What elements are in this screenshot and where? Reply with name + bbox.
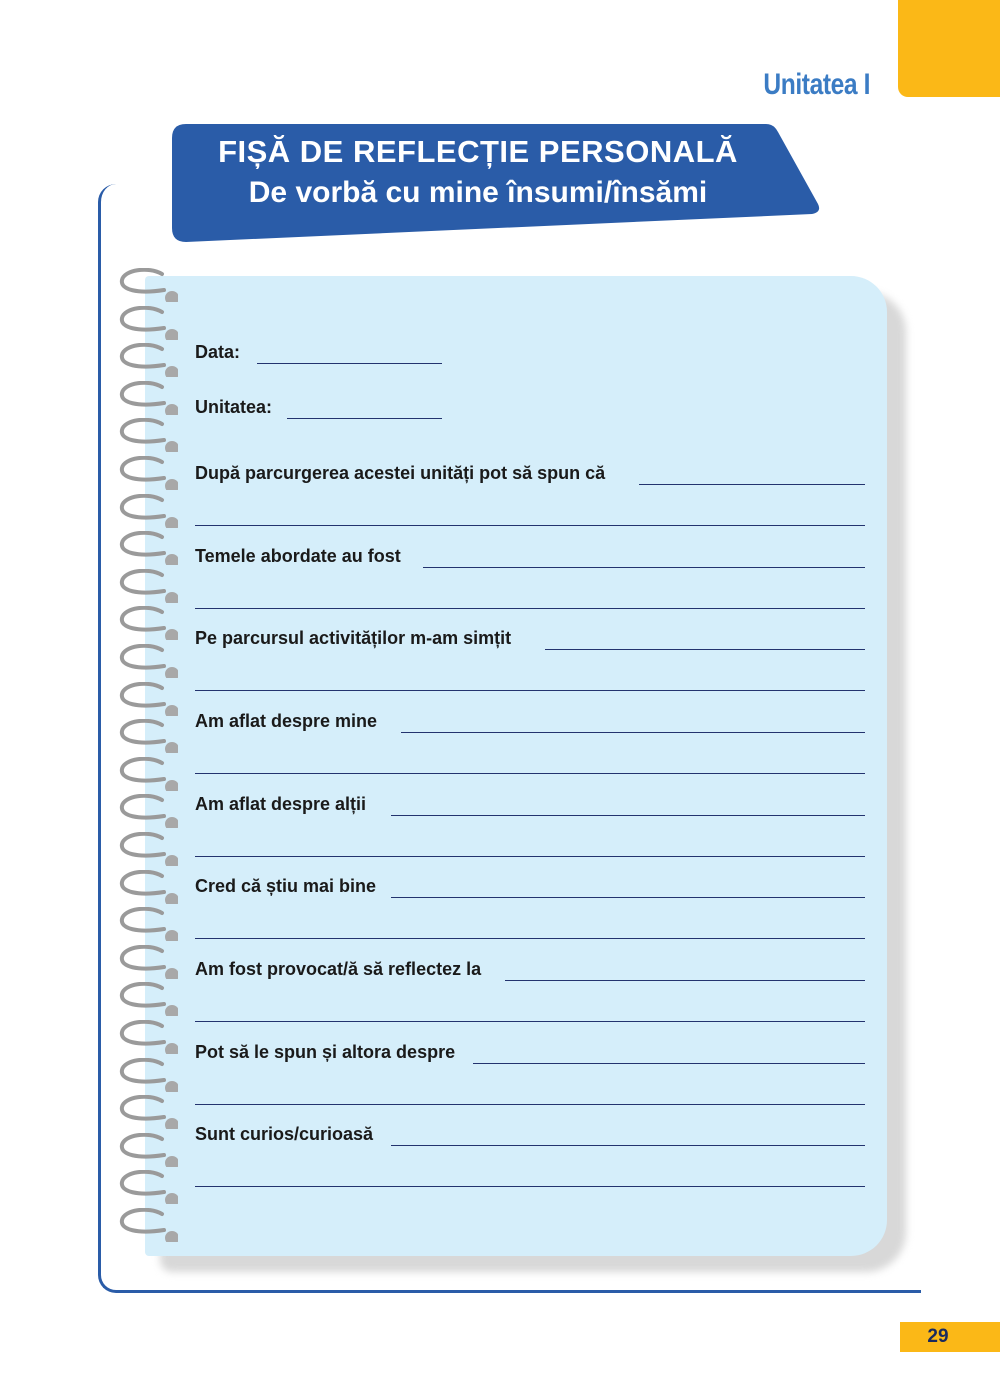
answer-line-continuation[interactable] [195,1186,865,1187]
answer-line[interactable] [391,815,865,816]
answer-line[interactable] [391,1145,865,1146]
spiral-ring [118,1208,174,1238]
answer-line-continuation[interactable] [195,525,865,526]
spiral-ring [118,682,174,712]
answer-line-continuation[interactable] [195,773,865,774]
spiral-ring [118,1133,174,1163]
answer-line-continuation[interactable] [195,1104,865,1105]
answer-line-continuation[interactable] [195,690,865,691]
answer-line[interactable] [391,897,865,898]
answer-line[interactable] [473,1063,865,1064]
header-subtitle: De vorbă cu mine însumi/însămi [248,176,708,209]
answer-line[interactable] [401,732,865,733]
spiral-ring [118,870,174,900]
spiral-ring [118,757,174,787]
field-label: Am fost provocat/ă să reflectez la [195,959,482,979]
spiral-ring [118,832,174,862]
field-label: Unitatea: [195,397,273,417]
spiral-ring [118,381,174,411]
answer-line-continuation[interactable] [195,938,865,939]
field-label: Pot să le spun și altora despre [195,1042,456,1062]
answer-line[interactable] [257,363,442,364]
answer-line[interactable] [287,418,442,419]
spiral-ring [118,456,174,486]
field-label: Temele abordate au fost [195,546,401,566]
field-label: Cred că știu mai bine [195,876,377,896]
answer-line-continuation[interactable] [195,1021,865,1022]
answer-line-continuation[interactable] [195,608,865,609]
field-label: Data: [195,342,241,362]
field-label: Pe parcursul activităților m-am simțit [195,628,512,648]
corner-tab [898,0,1000,97]
spiral-ring [118,1170,174,1200]
spiral-ring [118,606,174,636]
spiral-ring [118,907,174,937]
spiral-ring [118,982,174,1012]
page-number: 29 [927,1326,949,1347]
spiral-ring [118,644,174,674]
spiral-ring [118,794,174,824]
spiral-ring [118,1020,174,1050]
spiral-ring [118,268,174,298]
spiral-ring [118,719,174,749]
answer-line[interactable] [505,980,865,981]
spiral-ring [118,1058,174,1088]
spiral-ring [118,418,174,448]
spiral-ring [118,306,174,336]
spiral-ring [118,531,174,561]
field-label: Am aflat despre alții [195,794,367,814]
spiral-ring [118,569,174,599]
notebook-paper [145,276,887,1256]
field-label: Sunt curios/curioasă [195,1124,374,1144]
spiral-ring [118,494,174,524]
answer-line-continuation[interactable] [195,856,865,857]
field-label: După parcurgerea acestei unități pot să spun că [195,463,606,483]
spiral-ring [118,945,174,975]
field-label: Am aflat despre mine [195,711,378,731]
spiral-ring [118,1095,174,1125]
unit-label: Unitatea I [763,68,870,101]
spiral-ring [118,343,174,373]
answer-line[interactable] [639,484,865,485]
header-title: FIȘĂ DE REFLECȚIE PERSONALĂ [218,134,738,169]
page-number-tab [900,1322,1000,1352]
answer-line[interactable] [423,567,865,568]
answer-line[interactable] [545,649,865,650]
